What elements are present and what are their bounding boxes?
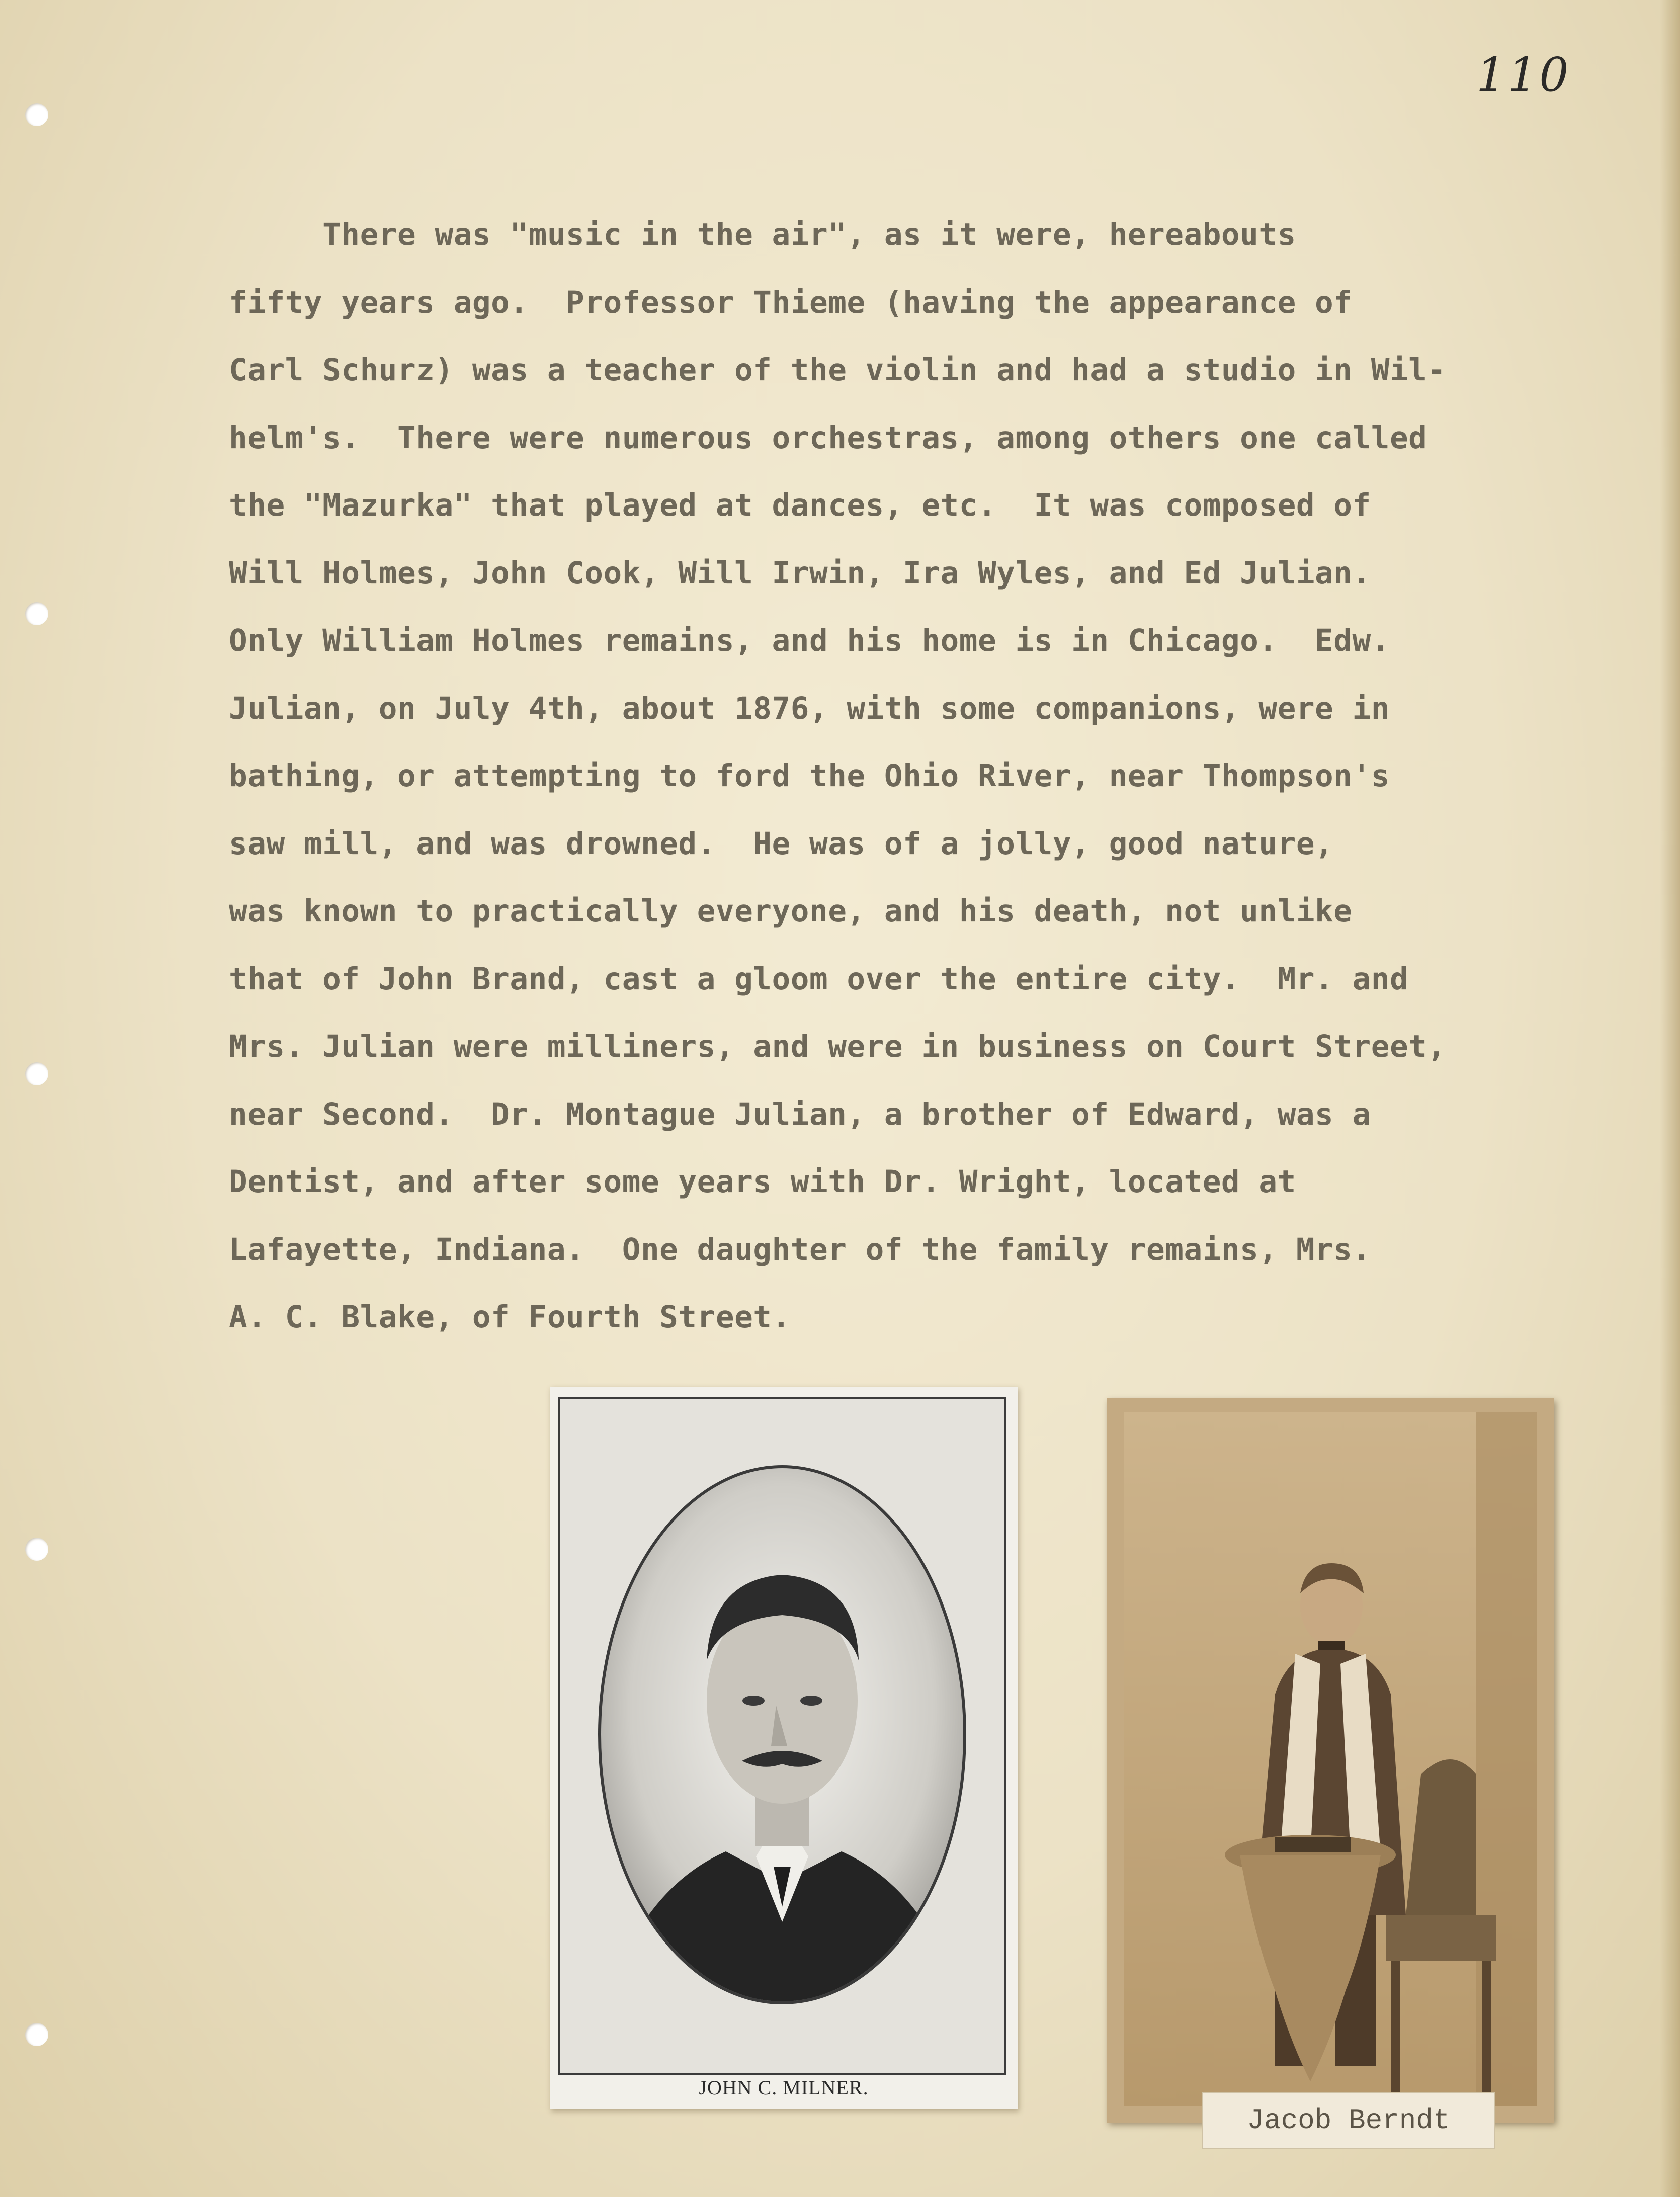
clipping-frame [558, 1397, 1006, 2075]
text-line: fifty years ago. Professor Thieme (having the appearance of [229, 284, 1353, 320]
text-line: Julian, on July 4th, about 1876, with some companions, were in [229, 690, 1390, 726]
text-line: the "Mazurka" that played at dances, etc. It was composed of [229, 487, 1371, 523]
binder-hole [25, 1538, 48, 1561]
portrait-berndt [1124, 1412, 1537, 2106]
portrait-milner [560, 1399, 1004, 2073]
text-line: Will Holmes, John Cook, Will Irwin, Ira Wyles, and Ed Julian. [229, 555, 1371, 591]
label-berndt: Jacob Berndt [1202, 2092, 1495, 2149]
text-line: near Second. Dr. Montague Julian, a brother of Edward, was a [229, 1096, 1371, 1132]
text-line: was known to practically everyone, and his death, not unlike [229, 893, 1353, 929]
text-line: A. C. Blake, of Fourth Street. [229, 1299, 791, 1335]
text-line: helm's. There were numerous orchestras, among others one called [229, 419, 1427, 456]
text-line: that of John Brand, cast a gloom over the entire city. Mr. and [229, 961, 1409, 997]
binder-hole [25, 1062, 48, 1085]
newspaper-clipping [550, 1387, 1018, 2109]
page-edge-shadow [1660, 0, 1680, 2197]
text-line: bathing, or attempting to ford the Ohio River, near Thompson's [229, 758, 1390, 794]
text-line: Carl Schurz) was a teacher of the violin and had a studio in Wil- [229, 352, 1446, 388]
binder-hole [25, 602, 48, 625]
text-line: Mrs. Julian were milliners, and were in business on Court Street, [229, 1029, 1446, 1064]
text-line: Dentist, and after some years with Dr. Wright, located at [229, 1164, 1296, 1200]
binder-hole [25, 103, 48, 126]
typewritten-text [229, 201, 1562, 1351]
page-number: 110 [1476, 48, 1571, 102]
text-line: There was "music in the air", as it were, hereabouts [229, 217, 1296, 252]
binder-hole [25, 2023, 48, 2046]
text-line: Only William Holmes remains, and his home is in Chicago. Edw. [229, 623, 1390, 658]
text-line: saw mill, and was drowned. He was of a jolly, good nature, [229, 825, 1334, 862]
text-line: Lafayette, Indiana. One daughter of the family remains, Mrs. [229, 1231, 1371, 1268]
carte-de-visite [1107, 1398, 1554, 2137]
caption-milner: JOHN C. MILNER. [699, 2076, 869, 2099]
